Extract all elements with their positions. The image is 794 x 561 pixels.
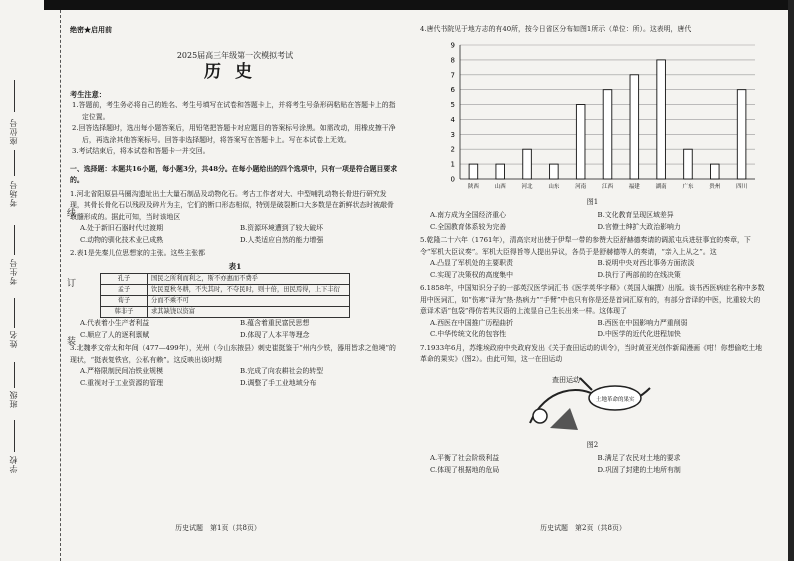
bar <box>550 164 559 179</box>
option[interactable]: D.人类适应自然的能力增强 <box>240 235 324 244</box>
x-tick-label: 山东 <box>548 183 560 190</box>
margin-blank-line <box>14 150 15 176</box>
option[interactable]: A.南方成为全国经济重心 <box>430 211 507 219</box>
option[interactable]: B.满足了农民对土地的要求 <box>597 454 681 462</box>
bar <box>496 164 505 179</box>
option[interactable]: A.平衡了社会阶级利益 <box>430 454 500 462</box>
bar <box>710 164 719 179</box>
option[interactable]: D.巩固了封建的土地所有制 <box>597 465 681 474</box>
question-3 <box>70 343 400 389</box>
scan-right-border <box>788 0 794 561</box>
notice-item: 1.答题前，考生务必将自己的姓名、考生号填写在试卷和答题卡上，并将考生号条形码粘贴在答题卡上的指定位置。 <box>72 101 396 121</box>
scan-top-border <box>44 0 794 10</box>
margin-label-seat: 座位号 <box>9 118 18 145</box>
y-tick-label: 4 <box>450 115 455 124</box>
option[interactable]: D.体现了人本平等理念 <box>240 330 310 339</box>
option[interactable]: A.处于新旧石器时代过渡期 <box>80 224 163 232</box>
left-column <box>70 24 400 389</box>
option[interactable]: B.说明中央对西北事务方面浓淡 <box>597 259 695 267</box>
x-tick-label: 河北 <box>521 183 533 190</box>
bar <box>603 89 612 178</box>
cut-word: 装 <box>65 336 75 345</box>
margin-blank-line <box>14 420 15 452</box>
option[interactable]: C.顺应了人的逐利禀赋 <box>80 330 150 339</box>
x-tick-label: 山西 <box>494 183 506 190</box>
margin-blank-line <box>14 225 15 255</box>
margin-label-name: 姓名 <box>9 330 18 348</box>
table-cell: 孟子 <box>101 285 148 296</box>
x-tick-label: 湖南 <box>655 183 667 190</box>
table-cell: 国民之所利而利之，斯不亦惠而不费乎 <box>148 274 350 285</box>
option[interactable]: B.完成了向农耕社会的转型 <box>240 367 324 375</box>
y-tick-label: 2 <box>450 145 455 154</box>
table-cell: 求其缺饶以资富 <box>148 307 350 318</box>
question-2 <box>70 248 400 341</box>
notice-heading: 考生注意： <box>70 89 106 99</box>
x-tick-label: 四川 <box>736 183 748 190</box>
y-tick-label: 5 <box>450 100 455 109</box>
table-row <box>101 307 350 318</box>
cartoon-drawing-icon <box>520 368 660 438</box>
bar <box>630 74 639 178</box>
y-tick-label: 0 <box>450 175 455 183</box>
x-tick-label: 福建 <box>628 183 640 190</box>
thinkers-table <box>100 273 350 318</box>
cartoon-label: 土地革命的果实 <box>596 396 635 403</box>
bar <box>469 164 478 179</box>
y-tick-label: 6 <box>450 85 455 94</box>
section-heading: 一、选择题：本题共16小题，每小题3分，共48分。在每小题给出的四个选项中，只有一项是符合题目要求的。 <box>70 164 398 184</box>
margin-blank-line <box>14 80 15 112</box>
figure-caption: 图1 <box>586 197 599 206</box>
cartoon-label: 查田运动 <box>552 375 580 384</box>
table-cell: 韩非子 <box>101 307 148 318</box>
cut-word: 线 <box>65 208 75 217</box>
x-tick-label: 贵州 <box>709 183 721 190</box>
cut-line <box>60 10 61 561</box>
question-options <box>420 210 765 233</box>
x-tick-label: 江西 <box>601 183 614 190</box>
question-1 <box>70 189 400 247</box>
question-stem: 3.北魏孝文帝太和年间（477—499年），光州（今山东掖县）刺史崔挺鉴于“州内少铁，器用皆求之他境”的现状，“挺表复铁官，公私有赖”。这反映出该时期 <box>70 344 396 364</box>
table-row <box>101 296 350 307</box>
question-stem: 7.1933年6月，苏维埃政府中央政府发出《关于查田运动的训令》，当时黄亚光创作新闻漫画《咁！你想偷吃土地革命的果实》（图2）。由此可知，这一在田运动 <box>420 343 763 363</box>
exam-title: 2025届高三年级第一次模拟考试 <box>176 50 294 60</box>
question-options <box>70 223 400 246</box>
chart-svg <box>420 39 765 199</box>
option[interactable]: C.重视对于工业资源的管理 <box>80 378 164 387</box>
option[interactable]: B.资源环境遭到了较大破坏 <box>240 224 324 232</box>
table-cell: 饮民夏秋冬耕，不失其时，不夺民时，则十倍，田民焉得，上下丰衍 <box>148 285 350 296</box>
x-tick-label: 河南 <box>575 183 587 190</box>
margin-label-class: 班级 <box>9 390 18 408</box>
y-tick-label: 7 <box>450 70 455 79</box>
question-options <box>420 453 765 476</box>
question-stem: 5.乾隆二十六年（1761年），清高宗对出使于伊犁一带的参赞大臣舒赫德奏请的调派屯兵进驻事宜的奏章，下令“军机大臣议奏”。军机大臣得旨等人提出异议，各员于是舒赫德等人的奏请，“亲入上从之”。这 <box>420 236 751 256</box>
question-4 <box>420 24 765 233</box>
option[interactable]: A.凸显了军机处的主要职责 <box>430 259 513 267</box>
option[interactable]: C.动物的驯化技术业已成熟 <box>80 235 164 244</box>
margin-label-school: 学校 <box>9 455 18 473</box>
question-stem: 6.1858年，中国知识分子的一部英汉医学词汇书《医学英华字释》（英国人编撰）出版。该书西医病症名称中多数用中医词汇，如“伤寒”译为“热·热病力”“手臂”中也只有你是还是首词汇原有的，有部分音译的中医，比重较大的意译术语“包袋”得仿若其汉语的上流显自己生长出来一样。这体现了 <box>420 284 765 315</box>
figure-caption: 图2 <box>586 440 599 449</box>
cartoon-figure <box>420 368 765 440</box>
margin-blank-line <box>14 298 15 328</box>
page-footer-right: 历史试题 第2页（共8页） <box>540 524 626 532</box>
question-stem: 1.河北省阳原县马圈沟遗址出土大量石制品及动物化石。考古工作者对大、中型哺乳动物长骨进行研究发现，其骨长骨化石以残段及碎片为主，它们的断口形态相似，特别是破裂断口大多数是在新鲜状态时被敲骨取髓形成的。据此可知，当时该地区 <box>70 189 394 221</box>
question-7 <box>420 343 765 477</box>
option[interactable]: B.文化教育呈现区域差异 <box>597 211 674 219</box>
bar <box>737 89 746 178</box>
notice-item: 3.考试结束后，将本试卷和答题卡一并交回。 <box>72 147 210 155</box>
x-tick-label: 陕西 <box>467 183 479 190</box>
y-tick-label: 8 <box>450 55 455 64</box>
option[interactable]: A.代表着小生产者利益 <box>80 319 150 327</box>
question-options <box>70 366 400 389</box>
option[interactable]: C.实现了决策权的高度集中 <box>430 270 514 279</box>
question-options <box>420 318 765 341</box>
option[interactable]: D.中医学的近代化进程加快 <box>597 330 681 338</box>
option[interactable]: A.严格限制民间冶铁业规模 <box>80 367 163 375</box>
question-stem: 2.表1是先秦儿位思想家的主张。这些主张都 <box>70 249 205 257</box>
table-cell: 孔子 <box>101 274 148 285</box>
question-stem: 4.唐代书院见于地方志的有40所，按今日省区分布如图1所示（单位：所）。这表明，唐代 <box>420 25 692 33</box>
option[interactable]: D.调整了手工业地域分布 <box>240 378 317 387</box>
binding-margin <box>0 0 44 561</box>
option[interactable]: A.西医在中国推广历程曲折 <box>430 318 513 327</box>
question-6 <box>420 283 765 341</box>
option[interactable]: D.执行了两部前的在线决策 <box>597 270 681 279</box>
question-options <box>70 318 400 341</box>
table-caption: 表1 <box>228 261 242 271</box>
notice-item: 2.回答选择题时，选出每小题答案后，用铅笔把答题卡对应题目的答案标号涂黑。如需改动，用橡皮擦干净后，再选涂其他答案标号。回答非选择题时，将答案写在答题卡上。写在本试卷上无效。 <box>72 124 396 144</box>
option[interactable]: B.西医在中国影响力严重削弱 <box>597 318 688 327</box>
option[interactable]: C.中华传统文化的包容性 <box>430 330 507 338</box>
y-tick-label: 9 <box>450 41 455 49</box>
margin-label-examinee: 考生号 <box>9 258 18 285</box>
academy-bar-chart <box>420 39 765 199</box>
x-tick-label: 广东 <box>682 183 694 190</box>
table-cell: 分而不乘不可 <box>148 296 350 307</box>
option[interactable]: C.体现了根据地的危局 <box>430 465 500 474</box>
question-5 <box>420 235 765 281</box>
option[interactable]: B.蕴含着重民富民思想 <box>240 319 310 327</box>
option[interactable]: C.全国教育体系较为完善 <box>430 222 507 231</box>
subject-title: 历史 <box>204 62 266 82</box>
margin-blank-line <box>14 362 15 388</box>
bar <box>657 59 666 178</box>
margin-label-room: 考场号 <box>9 180 18 207</box>
bar <box>684 149 693 179</box>
page-footer-left: 历史试题 第1页（共8页） <box>175 524 261 532</box>
table-row <box>101 274 350 285</box>
bar <box>523 149 532 179</box>
table-row <box>101 285 350 296</box>
option[interactable]: D.官僚士绅扩大政治影响力 <box>597 222 681 231</box>
bar <box>576 104 585 178</box>
y-tick-label: 3 <box>450 130 455 139</box>
y-tick-label: 1 <box>450 160 455 169</box>
cut-word: 订 <box>65 278 75 287</box>
table-cell: 荀子 <box>101 296 148 307</box>
question-options <box>420 258 765 281</box>
right-column <box>420 24 765 476</box>
secret-mark: 绝密★启用前 <box>70 25 112 34</box>
